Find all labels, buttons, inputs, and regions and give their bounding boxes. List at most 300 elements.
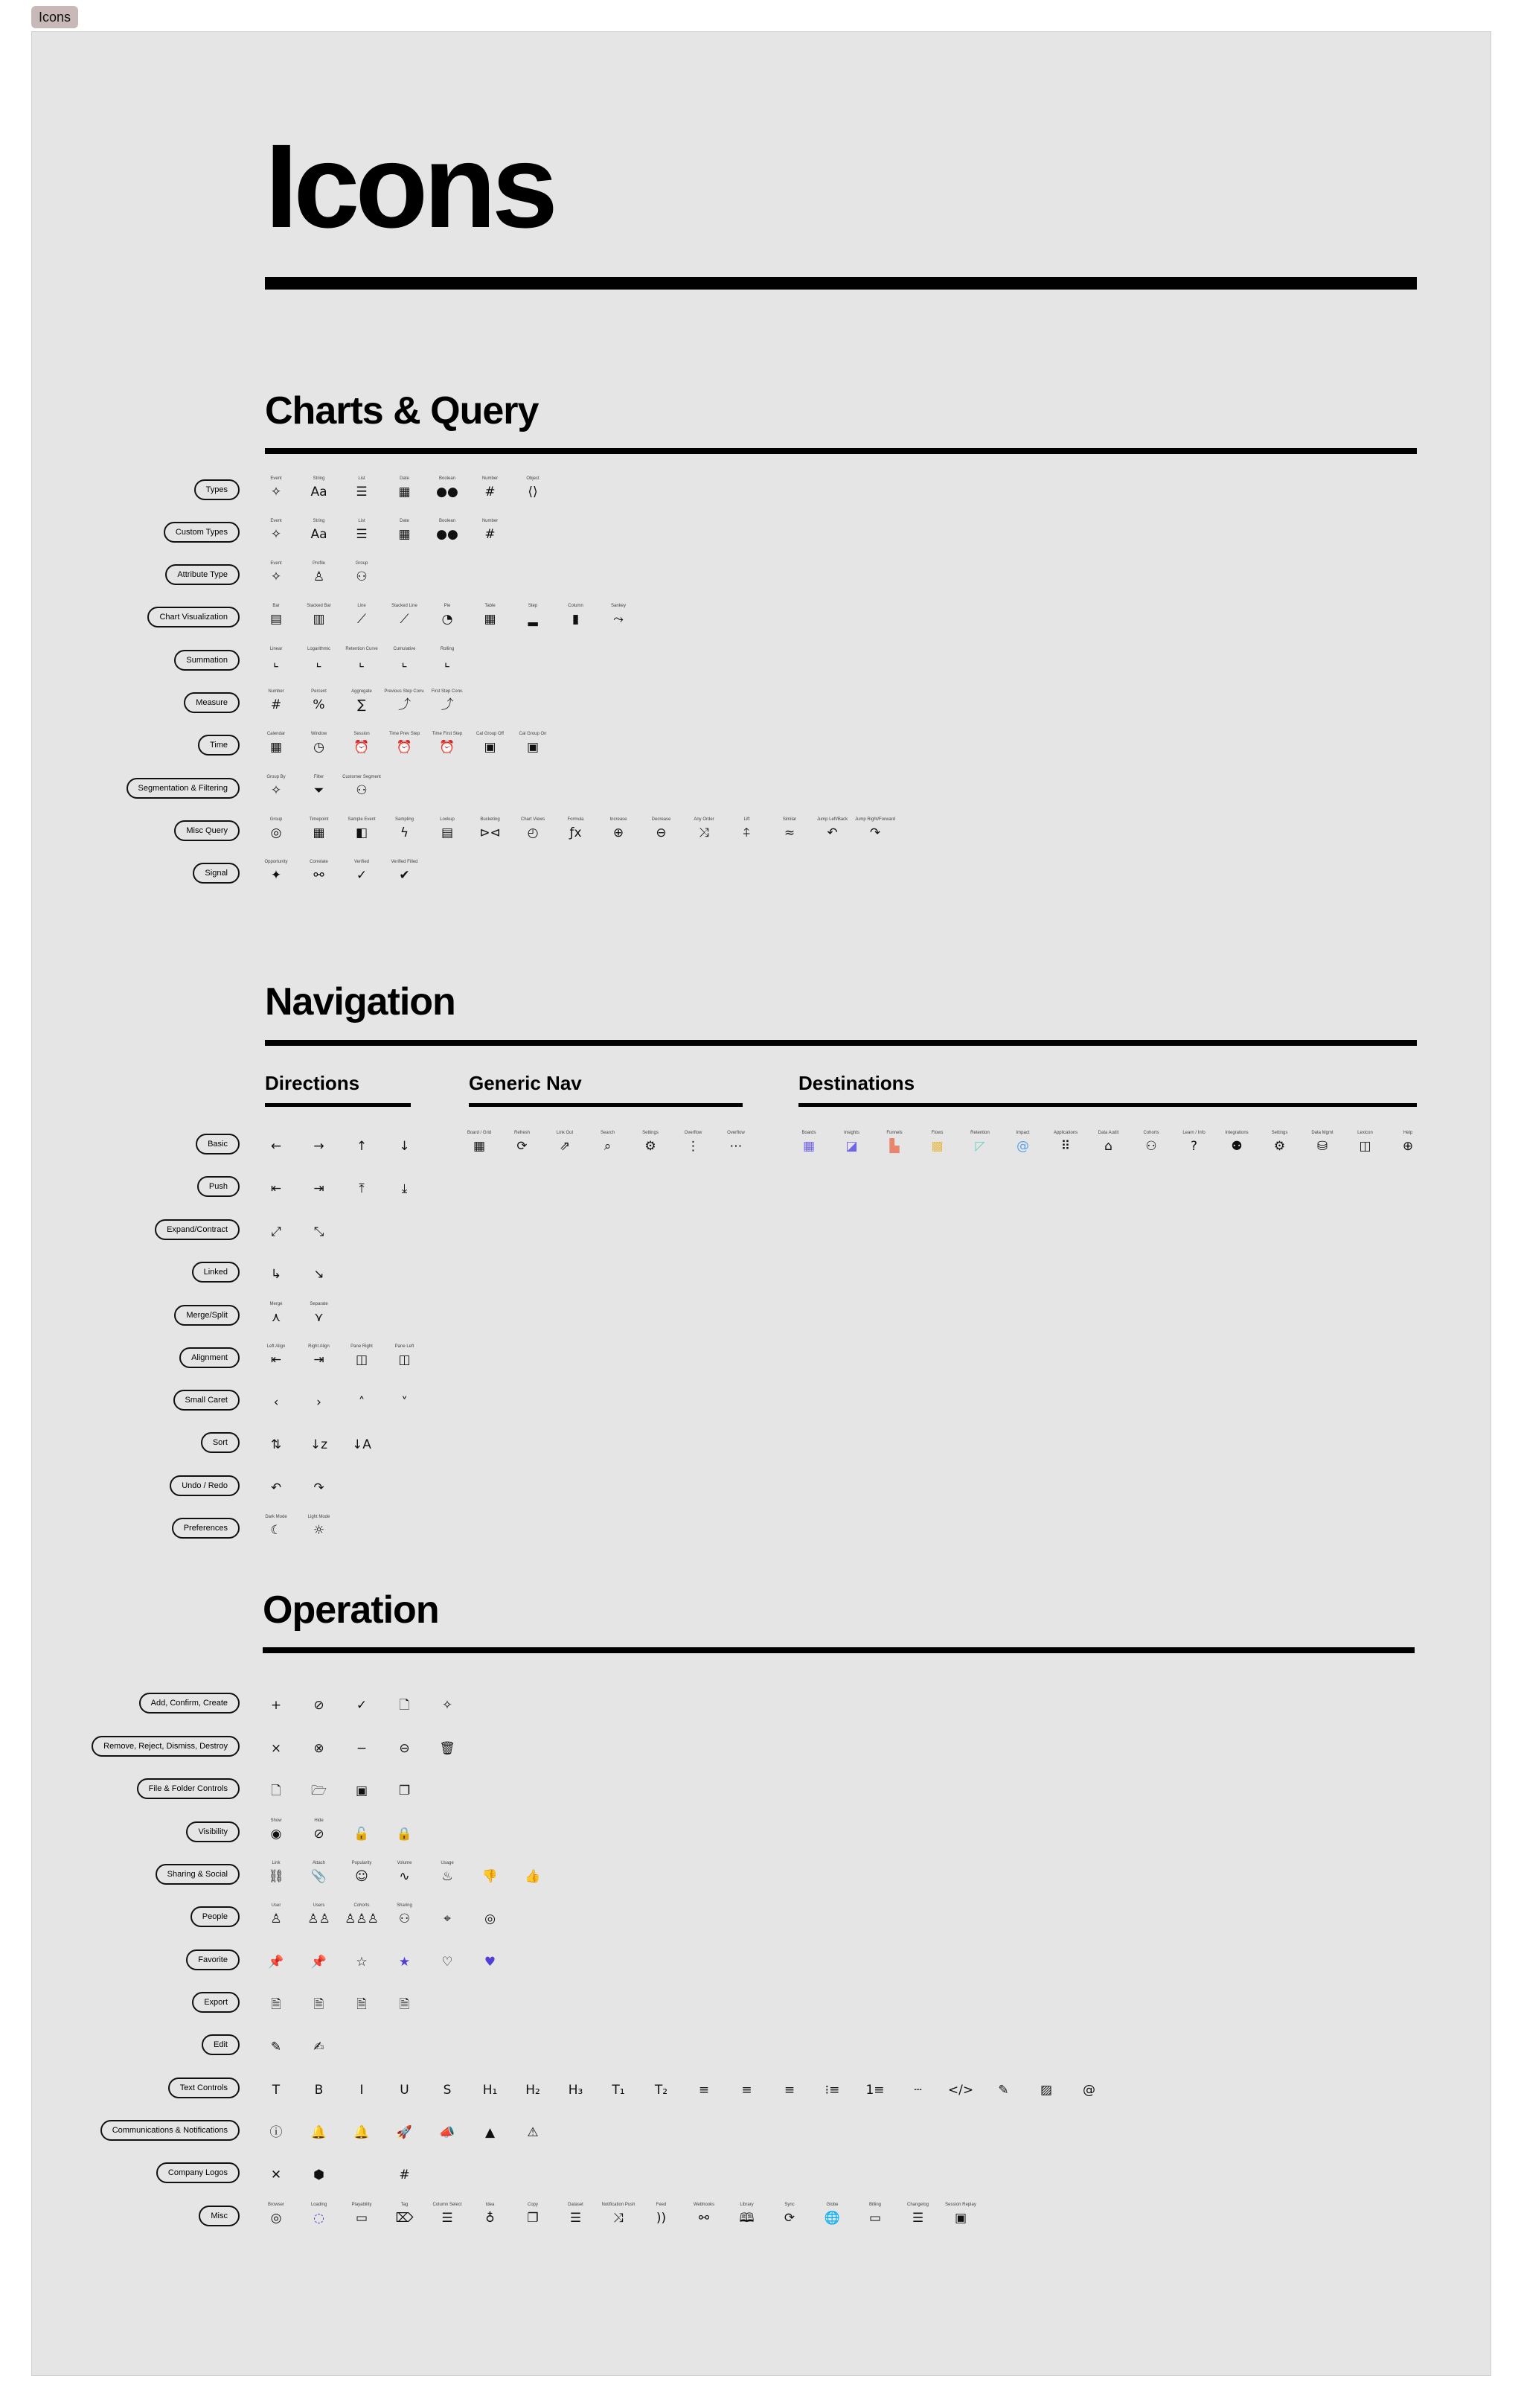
icon-cell[interactable] bbox=[340, 601, 383, 628]
icon-cell[interactable] bbox=[469, 2200, 512, 2227]
glyph-icon: ⍏ bbox=[743, 825, 751, 840]
icon-cell[interactable] bbox=[1344, 1128, 1387, 1155]
icon-cell[interactable] bbox=[469, 1944, 512, 1971]
glyph-icon: Aa bbox=[310, 527, 327, 542]
glyph-icon: 👍 bbox=[525, 1869, 541, 1884]
icon-caption bbox=[383, 1987, 426, 1996]
icon-cell[interactable] bbox=[298, 601, 341, 628]
icon-cell[interactable] bbox=[340, 1128, 383, 1155]
row-label: Misc Query bbox=[174, 820, 240, 841]
icon-cell[interactable] bbox=[340, 1773, 383, 1800]
row-label: Measure bbox=[184, 692, 240, 713]
icon-cell[interactable] bbox=[640, 815, 683, 842]
icon-cell[interactable] bbox=[254, 773, 298, 799]
icon-cell[interactable] bbox=[1025, 2072, 1068, 2099]
icon-cell[interactable] bbox=[340, 474, 383, 501]
glyph-icon: ⌞ bbox=[359, 655, 365, 670]
icon-cell[interactable] bbox=[586, 1128, 630, 1155]
icon-caption: Number bbox=[268, 689, 284, 694]
glyph-icon: ☆ bbox=[356, 1955, 368, 1970]
icon-cell[interactable] bbox=[254, 2029, 298, 2056]
glyph-icon: ⛁ bbox=[1316, 1139, 1328, 1154]
icon-cell[interactable] bbox=[298, 2029, 341, 2056]
icon-cell[interactable] bbox=[383, 645, 426, 671]
icon-cell[interactable] bbox=[254, 687, 298, 714]
icon-caption bbox=[254, 2029, 298, 2038]
icon-cell[interactable] bbox=[897, 2072, 940, 2099]
icon-cell[interactable] bbox=[383, 1773, 426, 1800]
icon-cell[interactable] bbox=[383, 815, 426, 842]
icon-cell[interactable] bbox=[768, 2200, 811, 2227]
icon-cell[interactable] bbox=[726, 2072, 769, 2099]
glyph-icon: ▦ bbox=[313, 825, 325, 840]
icon-cell[interactable] bbox=[682, 815, 726, 842]
icon-cell[interactable] bbox=[640, 2200, 683, 2227]
glyph-icon: @ bbox=[1016, 1139, 1029, 1154]
icon-caption: Group bbox=[269, 817, 283, 822]
icon-cell[interactable] bbox=[298, 2200, 341, 2227]
icon-cell[interactable] bbox=[811, 815, 854, 842]
icon-cell[interactable] bbox=[854, 2200, 897, 2227]
icon-cell[interactable] bbox=[426, 2115, 469, 2142]
icon-cell[interactable] bbox=[726, 2200, 769, 2227]
icon-cell[interactable] bbox=[298, 1687, 341, 1714]
icon-cell[interactable] bbox=[383, 2115, 426, 2142]
icon-cell[interactable] bbox=[298, 474, 341, 501]
icon-cell[interactable] bbox=[383, 1944, 426, 1971]
icon-cell[interactable] bbox=[383, 2200, 426, 2227]
icon-cell[interactable] bbox=[682, 2200, 726, 2227]
icon-cell[interactable] bbox=[511, 2072, 554, 2099]
glyph-icon: I bbox=[359, 2083, 364, 2098]
icon-caption bbox=[298, 1687, 341, 1696]
icon-cell[interactable] bbox=[426, 815, 469, 842]
icon-cell[interactable] bbox=[254, 2072, 298, 2099]
glyph-icon: ▤ bbox=[269, 612, 283, 627]
glyph-icon: + bbox=[270, 1698, 282, 1713]
icon-cell[interactable] bbox=[1215, 1128, 1258, 1155]
icon-cell[interactable] bbox=[340, 645, 383, 671]
icon-caption bbox=[682, 2072, 726, 2081]
icon-cell[interactable] bbox=[298, 1731, 341, 1757]
icon-cell[interactable] bbox=[469, 474, 512, 501]
icon-cell[interactable] bbox=[426, 2200, 469, 2227]
icon-cell[interactable] bbox=[383, 474, 426, 501]
icon-cell[interactable] bbox=[254, 1128, 298, 1155]
icon-cell[interactable] bbox=[682, 2072, 726, 2099]
icon-cell[interactable] bbox=[1044, 1128, 1087, 1155]
icon-cell[interactable] bbox=[340, 815, 383, 842]
icon-cell[interactable] bbox=[897, 2200, 940, 2227]
icon-cell[interactable] bbox=[768, 815, 811, 842]
icon-cell[interactable] bbox=[298, 559, 341, 586]
icon-cell[interactable] bbox=[629, 1128, 672, 1155]
glyph-icon: ●● bbox=[436, 527, 458, 542]
icon-caption: Link Out bbox=[556, 1131, 574, 1135]
icon-cell[interactable] bbox=[254, 1731, 298, 1757]
icon-cell[interactable] bbox=[726, 815, 769, 842]
icon-caption: Sample Event bbox=[348, 817, 376, 822]
glyph-icon: ▤ bbox=[441, 825, 454, 840]
icon-cell[interactable] bbox=[298, 1300, 341, 1326]
icon-cell[interactable] bbox=[298, 815, 341, 842]
row-label: Undo / Redo bbox=[170, 1475, 240, 1496]
icon-caption bbox=[383, 1816, 426, 1825]
glyph-icon: ◴ bbox=[527, 825, 539, 840]
icon-cell[interactable] bbox=[383, 1385, 426, 1411]
icon-caption: Group bbox=[355, 561, 368, 566]
icon-cell[interactable] bbox=[340, 1901, 383, 1928]
glyph-icon: ✓ bbox=[356, 1698, 368, 1713]
icon-cell[interactable] bbox=[298, 1773, 341, 1800]
icon-cell[interactable] bbox=[1173, 1128, 1216, 1155]
glyph-icon: ❐ bbox=[398, 1783, 411, 1798]
icon-cell[interactable] bbox=[554, 2072, 598, 2099]
icon-cell[interactable] bbox=[383, 2157, 426, 2184]
icon-cell[interactable] bbox=[768, 2072, 811, 2099]
icon-cell[interactable] bbox=[426, 729, 469, 756]
row-label: Text Controls bbox=[168, 2078, 240, 2098]
glyph-icon: ↑ bbox=[356, 1139, 368, 1154]
icon-caption: Impact bbox=[1016, 1131, 1030, 1135]
icon-cell[interactable] bbox=[254, 1987, 298, 2013]
icon-cell[interactable] bbox=[873, 1128, 916, 1155]
icon-cell[interactable] bbox=[340, 2200, 383, 2227]
icon-cell[interactable] bbox=[340, 1687, 383, 1714]
icon-cell[interactable] bbox=[426, 474, 469, 501]
icon-cell[interactable] bbox=[787, 1128, 830, 1155]
icon-cell[interactable] bbox=[383, 729, 426, 756]
icon-cell[interactable] bbox=[254, 1901, 298, 1928]
icon-cell[interactable] bbox=[426, 2072, 469, 2099]
icon-cell[interactable] bbox=[298, 1342, 341, 1369]
icon-cell[interactable] bbox=[254, 517, 298, 543]
row-label: Small Caret bbox=[173, 1390, 240, 1411]
icon-cell[interactable] bbox=[554, 815, 598, 842]
icon-cell[interactable] bbox=[340, 1731, 383, 1757]
icon-caption: Table bbox=[484, 604, 496, 608]
row-label: File & Folder Controls bbox=[137, 1778, 240, 1799]
icon-cell[interactable] bbox=[340, 1987, 383, 2013]
icon-cell[interactable] bbox=[383, 1731, 426, 1757]
icon-cell[interactable] bbox=[254, 2115, 298, 2142]
icon-caption: Event bbox=[270, 561, 282, 566]
icon-cell[interactable] bbox=[298, 1901, 341, 1928]
icon-cell[interactable] bbox=[298, 1128, 341, 1155]
glyph-icon: ⠿ bbox=[1060, 1139, 1071, 1154]
icon-cell[interactable] bbox=[426, 1731, 469, 1757]
icon-cell[interactable] bbox=[254, 1214, 298, 1241]
icon-cell[interactable] bbox=[426, 1944, 469, 1971]
glyph-icon: H₃ bbox=[568, 2083, 583, 2098]
icon-caption: Calendar bbox=[266, 732, 286, 736]
icon-cell[interactable] bbox=[543, 1128, 586, 1155]
icon-caption: Column Select bbox=[432, 2203, 462, 2207]
icon-cell[interactable] bbox=[298, 645, 341, 671]
icon-cell[interactable] bbox=[298, 1385, 341, 1411]
icon-cell[interactable] bbox=[939, 2200, 982, 2227]
icon-caption: Step bbox=[528, 604, 538, 608]
icon-caption: Timepoint bbox=[309, 817, 329, 822]
glyph-icon: 1≡ bbox=[865, 2083, 885, 2098]
icon-cell[interactable] bbox=[511, 1859, 554, 1885]
icon-caption bbox=[254, 2157, 298, 2166]
icon-cell[interactable] bbox=[383, 517, 426, 543]
icon-cell[interactable] bbox=[254, 1687, 298, 1714]
icon-cell[interactable] bbox=[501, 1128, 544, 1155]
icon-cell[interactable] bbox=[298, 1859, 341, 1885]
glyph-icon: ≈ bbox=[784, 825, 795, 840]
icon-cell[interactable] bbox=[254, 815, 298, 842]
icon-caption bbox=[640, 2072, 683, 2081]
icon-cell[interactable] bbox=[298, 1513, 341, 1539]
icon-cell[interactable] bbox=[383, 1816, 426, 1843]
icon-cell[interactable] bbox=[340, 2115, 383, 2142]
icon-caption: Light Mode bbox=[307, 1515, 330, 1519]
icon-cell[interactable] bbox=[426, 1859, 469, 1885]
icon-cell[interactable] bbox=[511, 2115, 554, 2142]
icon-cell[interactable] bbox=[426, 517, 469, 543]
glyph-icon: ⊖ bbox=[656, 825, 667, 840]
icon-cell[interactable] bbox=[597, 601, 640, 628]
icon-cell[interactable] bbox=[640, 2072, 683, 2099]
icon-caption: Merge bbox=[269, 1302, 283, 1306]
icon-cell[interactable] bbox=[469, 2115, 512, 2142]
icon-cell[interactable] bbox=[916, 1128, 959, 1155]
icon-cell[interactable] bbox=[469, 729, 512, 756]
glyph-icon: </> bbox=[947, 2083, 974, 2098]
row-label: Summation bbox=[174, 650, 240, 671]
icon-cell[interactable] bbox=[298, 1171, 341, 1198]
icon-cell[interactable] bbox=[254, 1342, 298, 1369]
icon-cell[interactable] bbox=[340, 559, 383, 586]
glyph-icon: ⚇ bbox=[398, 1912, 411, 1926]
icon-cell[interactable] bbox=[597, 815, 640, 842]
icon-cell[interactable] bbox=[426, 1901, 469, 1928]
glyph-icon: ✧ bbox=[270, 485, 282, 499]
icon-cell[interactable] bbox=[254, 1171, 298, 1198]
icon-cell[interactable] bbox=[458, 1128, 501, 1155]
glyph-icon: ◎ bbox=[270, 2211, 282, 2226]
icon-cell[interactable] bbox=[1258, 1128, 1302, 1155]
icon-cell[interactable] bbox=[254, 1427, 298, 1454]
icon-cell[interactable] bbox=[298, 1987, 341, 2013]
icon-cell[interactable] bbox=[426, 645, 469, 671]
icon-cell[interactable] bbox=[1068, 2072, 1111, 2099]
icon-caption: Jump Right/Forward bbox=[854, 817, 896, 822]
icon-cell[interactable] bbox=[340, 1859, 383, 1885]
glyph-icon: ⤳ bbox=[613, 612, 624, 627]
icon-cell[interactable] bbox=[298, 729, 341, 756]
glyph-icon: ↳ bbox=[270, 1267, 282, 1282]
icon-caption: Aggregate bbox=[351, 689, 372, 694]
icon-caption: Help bbox=[1403, 1131, 1413, 1135]
glyph-icon: ☰ bbox=[441, 2211, 453, 2226]
icon-cell[interactable] bbox=[340, 773, 383, 799]
icon-caption bbox=[254, 1214, 298, 1223]
icon-cell[interactable] bbox=[254, 858, 298, 884]
icon-cell[interactable] bbox=[511, 601, 554, 628]
icon-cell[interactable] bbox=[254, 1816, 298, 1843]
icon-cell[interactable] bbox=[511, 729, 554, 756]
icon-cell[interactable] bbox=[383, 1128, 426, 1155]
icon-cell[interactable] bbox=[1386, 1128, 1429, 1155]
icon-cell[interactable] bbox=[1301, 1128, 1344, 1155]
icon-caption: Similar bbox=[782, 817, 797, 822]
icon-cell[interactable] bbox=[554, 2200, 598, 2227]
icon-cell[interactable] bbox=[340, 687, 383, 714]
icon-caption: Refresh bbox=[513, 1131, 530, 1135]
icon-cell[interactable] bbox=[469, 815, 512, 842]
icon-cell[interactable] bbox=[511, 815, 554, 842]
icon-cell[interactable] bbox=[254, 474, 298, 501]
icon-cell[interactable] bbox=[298, 1470, 341, 1497]
icon-cell[interactable] bbox=[254, 1470, 298, 1497]
icon-cell[interactable] bbox=[340, 1816, 383, 1843]
icon-cell[interactable] bbox=[426, 1687, 469, 1714]
icon-cell[interactable] bbox=[340, 1385, 383, 1411]
icon-cell[interactable] bbox=[340, 1427, 383, 1454]
icon-caption: Window bbox=[310, 732, 327, 736]
icon-cell[interactable] bbox=[298, 517, 341, 543]
row-label: Sort bbox=[201, 1432, 240, 1453]
icon-cell[interactable] bbox=[254, 729, 298, 756]
icon-cell[interactable] bbox=[830, 1128, 874, 1155]
frame-tag[interactable]: Icons bbox=[31, 6, 78, 28]
icon-cell[interactable] bbox=[340, 517, 383, 543]
icon-cell[interactable] bbox=[811, 2072, 854, 2099]
icon-cell[interactable] bbox=[254, 1859, 298, 1885]
icon-cell[interactable] bbox=[383, 1987, 426, 2013]
icon-caption: Bar bbox=[272, 604, 280, 608]
icon-cell[interactable] bbox=[469, 1901, 512, 1928]
icon-cell[interactable] bbox=[298, 1214, 341, 1241]
icon-caption: Session bbox=[353, 732, 370, 736]
icon-caption bbox=[383, 2157, 426, 2166]
icon-cell[interactable] bbox=[340, 2157, 383, 2184]
icon-cell[interactable] bbox=[254, 2157, 298, 2184]
icon-caption: List bbox=[358, 476, 365, 481]
icon-cell[interactable] bbox=[254, 1300, 298, 1326]
icon-cell[interactable] bbox=[340, 2072, 383, 2099]
icon-cell[interactable] bbox=[254, 1944, 298, 1971]
icon-cell[interactable] bbox=[426, 601, 469, 628]
icon-cell[interactable] bbox=[340, 1944, 383, 1971]
icon-cell[interactable] bbox=[298, 2072, 341, 2099]
icon-cell[interactable] bbox=[672, 1128, 715, 1155]
icon-caption bbox=[340, 1687, 383, 1696]
glyph-icon: ⏰ bbox=[439, 740, 455, 755]
icon-cell[interactable] bbox=[383, 1171, 426, 1198]
icon-cell[interactable] bbox=[854, 815, 897, 842]
icon-cell[interactable] bbox=[383, 1859, 426, 1885]
icon-cell[interactable] bbox=[1130, 1128, 1173, 1155]
glyph-icon: ⊖ bbox=[399, 1741, 410, 1756]
icon-cell[interactable] bbox=[383, 1901, 426, 1928]
glyph-icon: T bbox=[272, 2083, 281, 2098]
icon-cell[interactable] bbox=[854, 2072, 897, 2099]
row-label: Company Logos bbox=[156, 2162, 240, 2183]
icon-cell[interactable] bbox=[254, 1773, 298, 1800]
icon-cell[interactable] bbox=[298, 1944, 341, 1971]
icon-cell[interactable] bbox=[554, 601, 598, 628]
row-label: Favorite bbox=[186, 1949, 240, 1970]
icon-cell[interactable] bbox=[254, 559, 298, 586]
icon-cell[interactable] bbox=[298, 858, 341, 884]
icon-cell[interactable] bbox=[298, 1256, 341, 1283]
icon-cell[interactable] bbox=[958, 1128, 1002, 1155]
row-label: People bbox=[190, 1906, 240, 1927]
icon-cell[interactable] bbox=[714, 1128, 758, 1155]
icon-caption bbox=[383, 1773, 426, 1782]
icon-cell[interactable] bbox=[426, 687, 469, 714]
icon-cell[interactable] bbox=[254, 1385, 298, 1411]
icon-cell[interactable] bbox=[340, 1342, 383, 1369]
icon-cell[interactable] bbox=[383, 601, 426, 628]
subsection-title-destinations: Destinations bbox=[798, 1072, 915, 1094]
icon-cell[interactable] bbox=[298, 1427, 341, 1454]
icon-cell[interactable] bbox=[1087, 1128, 1130, 1155]
icon-cell[interactable] bbox=[383, 2072, 426, 2099]
icon-caption bbox=[383, 1385, 426, 1393]
icon-caption: Line bbox=[357, 604, 366, 608]
icon-cell[interactable] bbox=[511, 474, 554, 501]
icon-cell[interactable] bbox=[982, 2072, 1025, 2099]
icon-cell[interactable] bbox=[597, 2200, 640, 2227]
icon-cell[interactable] bbox=[469, 517, 512, 543]
glyph-icon: ✧ bbox=[270, 527, 282, 542]
glyph-icon: ▂ bbox=[528, 612, 538, 627]
icon-cell[interactable] bbox=[469, 1859, 512, 1885]
glyph-icon: ⛓ bbox=[268, 1869, 284, 1884]
row-label: Sharing & Social bbox=[156, 1864, 240, 1885]
glyph-icon: 🕮 bbox=[739, 2211, 755, 2226]
icon-cell[interactable] bbox=[254, 645, 298, 671]
icon-cell[interactable] bbox=[340, 1171, 383, 1198]
icon-caption bbox=[340, 2157, 383, 2166]
icon-cell[interactable] bbox=[511, 2200, 554, 2227]
icon-cell[interactable] bbox=[1002, 1128, 1045, 1155]
icon-caption: Settings bbox=[1271, 1131, 1288, 1135]
icon-cell[interactable] bbox=[298, 687, 341, 714]
icon-cell[interactable] bbox=[469, 2072, 512, 2099]
icon-caption bbox=[254, 1171, 298, 1180]
icon-cell[interactable] bbox=[340, 858, 383, 884]
icon-cell[interactable] bbox=[254, 1513, 298, 1539]
icon-cell[interactable] bbox=[254, 2200, 298, 2227]
icon-cell[interactable] bbox=[298, 2115, 341, 2142]
icon-cell[interactable] bbox=[383, 687, 426, 714]
icon-caption: String bbox=[313, 519, 325, 523]
icon-cell[interactable] bbox=[298, 2157, 341, 2184]
icon-cell[interactable] bbox=[597, 2072, 640, 2099]
icon-cell[interactable] bbox=[383, 1342, 426, 1369]
icon-caption: Customer Segment bbox=[342, 775, 381, 779]
icon-cell[interactable] bbox=[298, 773, 341, 799]
icon-cell[interactable] bbox=[340, 729, 383, 756]
icon-cell[interactable] bbox=[254, 1256, 298, 1283]
glyph-icon: ☺ bbox=[355, 1869, 368, 1884]
icon-caption bbox=[1025, 2072, 1068, 2081]
icon-cell[interactable] bbox=[383, 1687, 426, 1714]
icon-cell[interactable] bbox=[298, 1816, 341, 1843]
icon-cell[interactable] bbox=[254, 601, 298, 628]
glyph-icon: ⤢ bbox=[271, 1224, 281, 1239]
icon-cell[interactable] bbox=[469, 601, 512, 628]
icon-cell[interactable] bbox=[383, 858, 426, 884]
icon-cell[interactable] bbox=[939, 2072, 982, 2099]
icon-cell[interactable] bbox=[811, 2200, 854, 2227]
